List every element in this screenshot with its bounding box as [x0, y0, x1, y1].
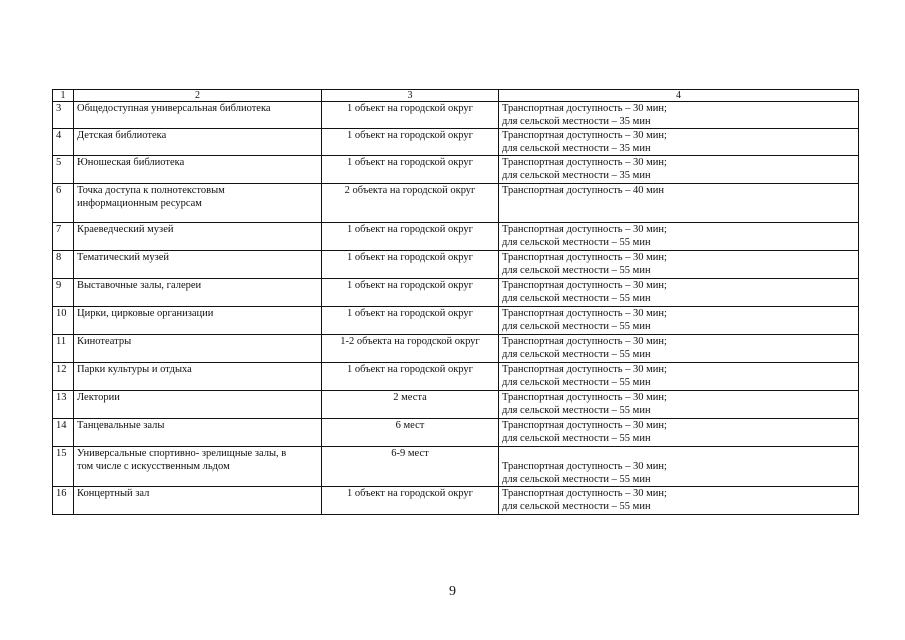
table-row	[53, 279, 859, 307]
accessibility-line: Транспортная доступность – 30 мин;	[502, 252, 667, 263]
table-row	[53, 184, 859, 223]
facility-name-cell	[74, 363, 322, 391]
accessibility-cell	[499, 223, 859, 251]
row-number-cell: 15	[53, 447, 74, 487]
accessibility-cell	[499, 363, 859, 391]
accessibility-cell	[499, 447, 859, 487]
table-row	[53, 419, 859, 447]
facility-name-line: Детская библиотека	[77, 130, 167, 141]
norms-table	[52, 89, 859, 515]
row-number-cell: 9	[53, 279, 74, 307]
accessibility-line: для сельской местности – 55 мин	[502, 377, 651, 388]
header-row	[53, 90, 859, 102]
facility-name-line: Выставочные залы, галереи	[77, 280, 202, 291]
table-row	[53, 447, 859, 487]
facility-name-cell	[74, 307, 322, 335]
accessibility-line: Транспортная доступность – 30 мин;	[502, 336, 667, 347]
accessibility-line: Транспортная доступность – 30 мин;	[502, 392, 667, 403]
header-cell-3: 3	[322, 90, 499, 102]
accessibility-cell	[499, 279, 859, 307]
header-cell-4: 4	[499, 90, 859, 102]
accessibility-line: для сельской местности – 35 мин	[502, 170, 651, 181]
accessibility-line: для сельской местности – 55 мин	[502, 349, 651, 360]
accessibility-line: для сельской местности – 55 мин	[502, 265, 651, 276]
facility-name-cell	[74, 279, 322, 307]
accessibility-cell	[499, 487, 859, 515]
facility-name-cell	[74, 156, 322, 184]
accessibility-line: Транспортная доступность – 30 мин;	[502, 130, 667, 141]
row-number-cell: 14	[53, 419, 74, 447]
row-number-cell: 13	[53, 391, 74, 419]
table-row	[53, 223, 859, 251]
facility-name-cell	[74, 129, 322, 156]
table-header	[53, 90, 859, 102]
table-row	[53, 102, 859, 129]
row-number-cell: 4	[53, 129, 74, 156]
table-body	[53, 102, 859, 515]
accessibility-line: для сельской местности – 35 мин	[502, 116, 651, 127]
facility-name-line: Общедоступная универсальная библиотека	[77, 103, 271, 114]
page-number: 9	[449, 584, 456, 599]
accessibility-line: Транспортная доступность – 30 мин;	[502, 103, 667, 114]
facility-name-cell	[74, 251, 322, 279]
table-row	[53, 156, 859, 184]
table-row	[53, 391, 859, 419]
facility-name-line: Универсальные спортивно- зрелищные залы, в	[77, 448, 287, 459]
capacity-cell: 1 объект на городской округ	[322, 156, 499, 184]
row-number-cell: 12	[53, 363, 74, 391]
capacity-cell: 1-2 объекта на городской округ	[322, 335, 499, 363]
capacity-cell: 1 объект на городской округ	[322, 363, 499, 391]
row-number-cell: 6	[53, 184, 74, 223]
facility-name-cell	[74, 223, 322, 251]
capacity-cell: 6-9 мест	[322, 447, 499, 487]
facility-name-cell	[74, 487, 322, 515]
row-number-cell: 16	[53, 487, 74, 515]
capacity-cell: 1 объект на городской округ	[322, 129, 499, 156]
table-row	[53, 487, 859, 515]
accessibility-line: Транспортная доступность – 30 мин;	[502, 488, 667, 499]
row-number-cell: 7	[53, 223, 74, 251]
capacity-cell: 1 объект на городской округ	[322, 307, 499, 335]
accessibility-line: для сельской местности – 55 мин	[502, 501, 651, 512]
accessibility-cell	[499, 251, 859, 279]
capacity-cell: 1 объект на городской округ	[322, 279, 499, 307]
facility-name-line: Точка доступа к полнотекстовым	[77, 185, 225, 196]
facility-name-line: Танцевальные залы	[77, 420, 165, 431]
facility-name-line: Концертный зал	[77, 488, 150, 499]
facility-name-cell	[74, 447, 322, 487]
facility-name-line: Тематический музей	[77, 252, 169, 263]
accessibility-cell	[499, 335, 859, 363]
accessibility-line: Транспортная доступность – 30 мин;	[502, 364, 667, 375]
accessibility-cell	[499, 129, 859, 156]
accessibility-cell	[499, 156, 859, 184]
row-number-cell: 3	[53, 102, 74, 129]
accessibility-line: для сельской местности – 55 мин	[502, 433, 651, 444]
accessibility-line: Транспортная доступность – 30 мин;	[502, 157, 667, 168]
accessibility-line: для сельской местности – 55 мин	[502, 405, 651, 416]
table-row	[53, 251, 859, 279]
facility-name-line: Парки культуры и отдыха	[77, 364, 192, 375]
facility-name-line: Юношеская библиотека	[77, 157, 185, 168]
capacity-cell: 1 объект на городской округ	[322, 487, 499, 515]
row-number-cell: 8	[53, 251, 74, 279]
accessibility-cell	[499, 102, 859, 129]
facility-name-line: Цирки, цирковые организации	[77, 308, 214, 319]
accessibility-line: Транспортная доступность – 30 мин;	[502, 280, 667, 291]
accessibility-line: Транспортная доступность – 30 мин;	[502, 461, 667, 472]
table-row	[53, 307, 859, 335]
accessibility-line: Транспортная доступность – 30 мин;	[502, 420, 667, 431]
capacity-cell: 1 объект на городской округ	[322, 251, 499, 279]
accessibility-line: для сельской местности – 55 мин	[502, 321, 651, 332]
accessibility-cell	[499, 391, 859, 419]
accessibility-cell	[499, 419, 859, 447]
accessibility-line: для сельской местности – 55 мин	[502, 474, 651, 485]
capacity-cell: 2 объекта на городской округ	[322, 184, 499, 223]
capacity-cell: 6 мест	[322, 419, 499, 447]
header-cell-1: 1	[53, 90, 74, 102]
accessibility-cell	[499, 184, 859, 223]
facility-name-cell	[74, 184, 322, 223]
row-number-cell: 10	[53, 307, 74, 335]
capacity-cell: 1 объект на городской округ	[322, 102, 499, 129]
accessibility-line: для сельской местности – 55 мин	[502, 293, 651, 304]
facility-name-line: информационным ресурсам	[77, 198, 202, 209]
accessibility-line: Транспортная доступность – 30 мин;	[502, 224, 667, 235]
facility-name-cell	[74, 391, 322, 419]
table-row	[53, 363, 859, 391]
accessibility-line: Транспортная доступность – 30 мин;	[502, 308, 667, 319]
facility-name-line: Лектории	[77, 392, 120, 403]
table-row	[53, 335, 859, 363]
facility-name-cell	[74, 335, 322, 363]
accessibility-line: Транспортная доступность – 40 мин	[502, 185, 665, 196]
facility-name-line: Кинотеатры	[77, 336, 132, 347]
table-row	[53, 129, 859, 156]
accessibility-line	[502, 447, 855, 460]
capacity-cell: 1 объект на городской округ	[322, 223, 499, 251]
accessibility-cell	[499, 307, 859, 335]
facility-name-line: Краеведческий музей	[77, 224, 174, 235]
facility-name-cell	[74, 419, 322, 447]
accessibility-line: для сельской местности – 35 мин	[502, 143, 651, 154]
accessibility-line: для сельской местности – 55 мин	[502, 237, 651, 248]
capacity-cell: 2 места	[322, 391, 499, 419]
facility-name-cell	[74, 102, 322, 129]
row-number-cell: 11	[53, 335, 74, 363]
row-number-cell: 5	[53, 156, 74, 184]
facility-name-line: том числе с искусственным льдом	[77, 461, 230, 472]
header-cell-2: 2	[74, 90, 322, 102]
